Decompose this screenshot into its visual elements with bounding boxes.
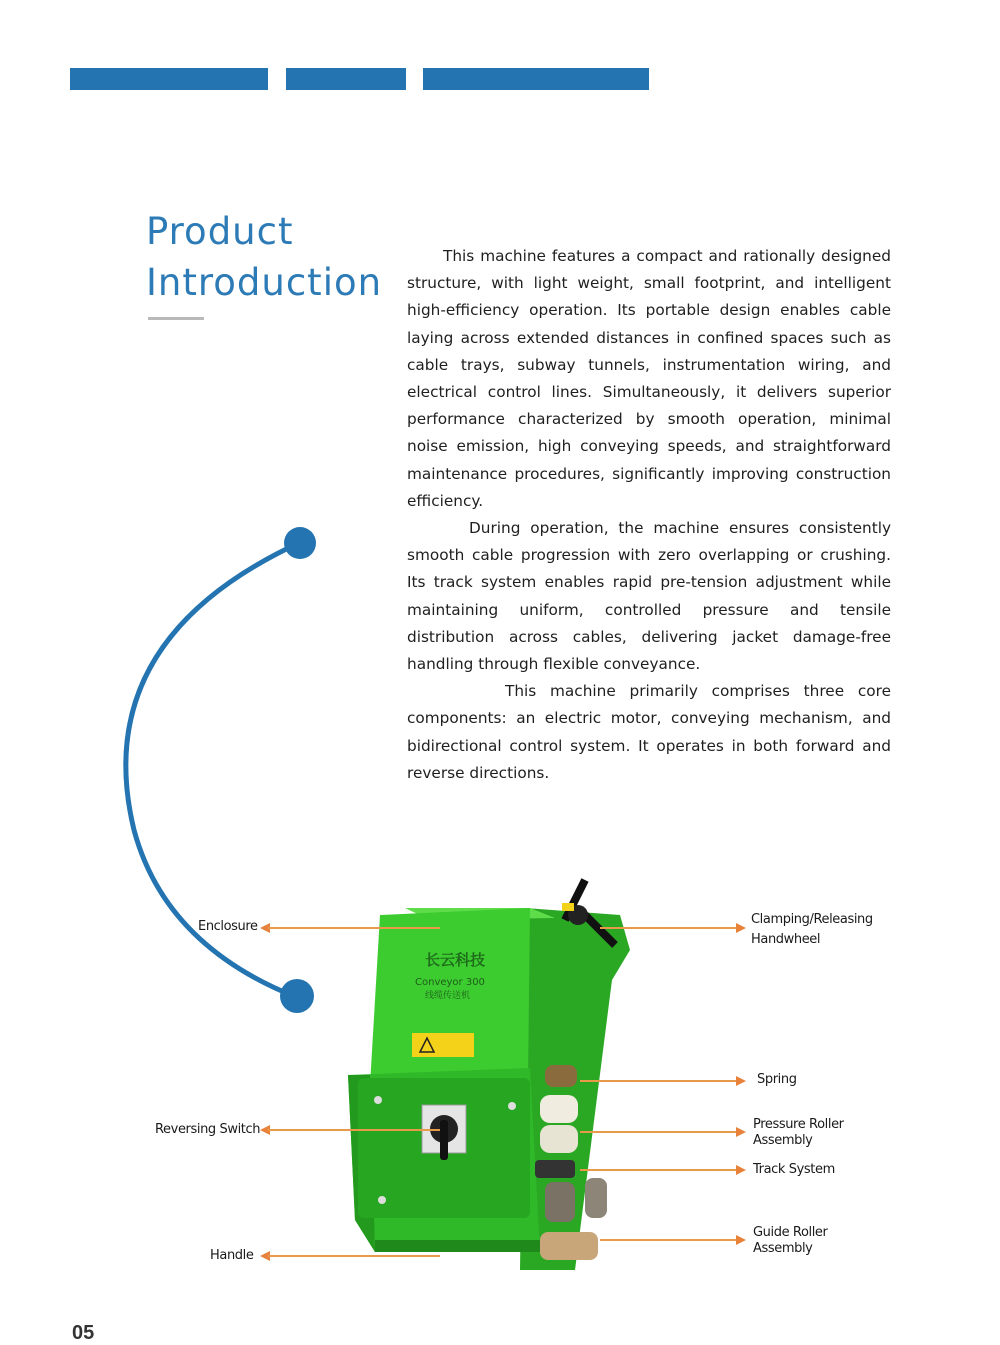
arrow-track-system bbox=[580, 1169, 736, 1171]
label-guide-roller-line-2: Assembly bbox=[753, 1241, 813, 1256]
label-pressure-roller-line-1: Pressure Roller bbox=[753, 1117, 844, 1132]
label-spring: Spring bbox=[757, 1072, 797, 1087]
arrow-handwheel-head bbox=[736, 923, 746, 933]
label-pressure-roller-line-2: Assembly bbox=[753, 1133, 813, 1148]
arrow-enclosure bbox=[268, 927, 440, 929]
arc-dot-top bbox=[284, 527, 316, 559]
label-handwheel-line-2: Handwheel bbox=[751, 932, 821, 947]
label-guide-roller-line-1: Guide Roller bbox=[753, 1225, 828, 1240]
cable-conveyor-machine-illustration bbox=[330, 870, 630, 1270]
label-track-system: Track System bbox=[753, 1162, 835, 1177]
arrow-reversing-switch bbox=[268, 1129, 440, 1131]
arrow-handwheel bbox=[600, 927, 736, 929]
label-reversing-switch: Reversing Switch bbox=[155, 1122, 261, 1137]
label-guide-roller bbox=[753, 1225, 827, 1257]
page-number: 05 bbox=[72, 1322, 95, 1344]
arrow-guide-roller bbox=[600, 1239, 736, 1241]
paragraph-3: This machine primarily comprises three core components: an electric motor, conveying mechanism, and bidirectional control system. It operates in both forward and reverse directions. bbox=[407, 682, 891, 782]
arrow-track-system-head bbox=[736, 1165, 746, 1175]
arrow-spring bbox=[580, 1080, 736, 1082]
title-line-2: Introduction bbox=[146, 261, 383, 304]
label-pressure-roller bbox=[753, 1117, 844, 1149]
label-handle: Handle bbox=[210, 1248, 254, 1263]
arrow-handle bbox=[268, 1255, 440, 1257]
label-handwheel bbox=[751, 912, 873, 948]
arc-dot-bottom bbox=[280, 979, 314, 1013]
svg-text:Conveyor 300: Conveyor 300 bbox=[415, 977, 485, 988]
arrow-spring-head bbox=[736, 1076, 746, 1086]
paragraph-2: During operation, the machine ensures consistently smooth cable progression with zero overlapping or crushing. Its track system enables rapid pre-tension adjustment while maintaining uniform, controlled pressure and tensile distribution across cables, delivering jacket damage-free handling through flexible conveyance. bbox=[407, 519, 891, 674]
svg-text:长云科技: 长云科技 bbox=[425, 951, 486, 969]
arrow-guide-roller-head bbox=[736, 1235, 746, 1245]
label-enclosure: Enclosure bbox=[198, 919, 258, 934]
svg-text:线缆传送机: 线缆传送机 bbox=[425, 991, 471, 1001]
label-handwheel-line-1: Clamping/Releasing bbox=[751, 912, 873, 927]
arrow-pressure-roller-head bbox=[736, 1127, 746, 1137]
title-line-1: Product bbox=[146, 210, 294, 253]
paragraph-1: This machine features a compact and rationally designed structure, with light weight, small footprint, and intelligent high-efficiency operation. Its portable design enables cable laying across extended distances in confined spaces such as cable trays, subway tunnels, instrumentation wiring, and electrical control lines. Simultaneously, it delivers superior performance characterized by smooth operation, minimal noise emission, high conveying speeds, and straightforward maintenance procedures, significantly improving construction efficiency. bbox=[407, 247, 891, 510]
arrow-pressure-roller bbox=[580, 1131, 736, 1133]
